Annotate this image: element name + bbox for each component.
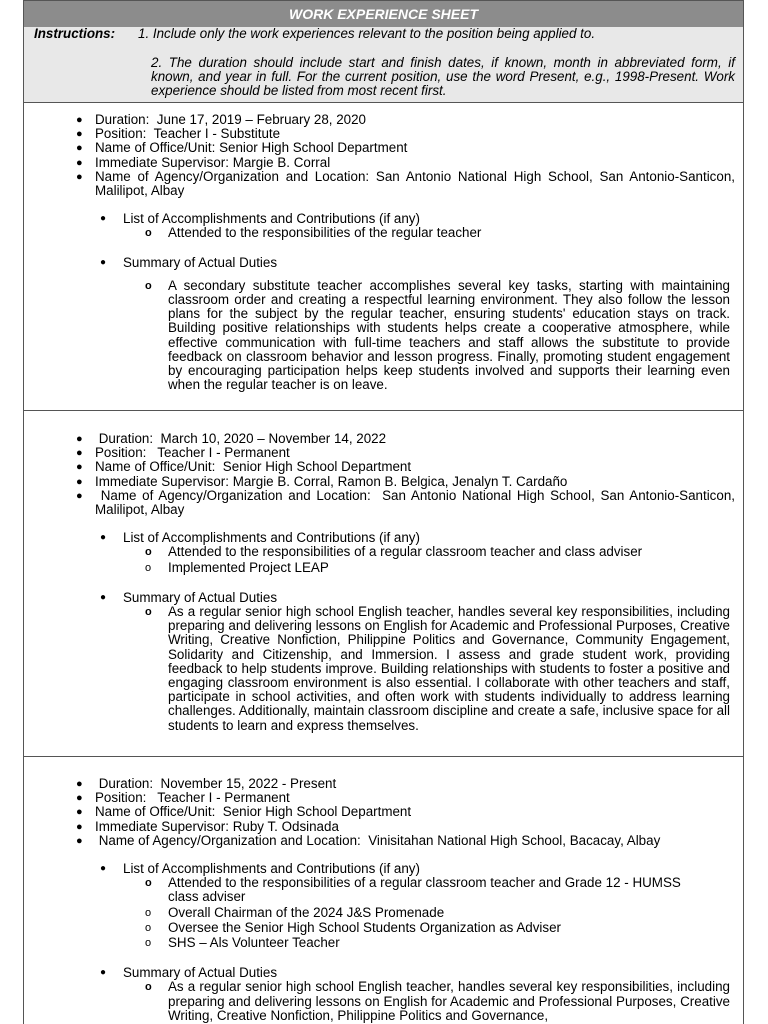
accomplishment-item: o Oversee the Senior High School Students Organization as Adviser <box>145 919 562 935</box>
position-value: Teacher I - Permanent <box>157 790 290 806</box>
duties-text: o As a regular senior high school English teacher, handles several key responsibilities, including preparing and delivering lessons on English for Academic and Professional Purposes, Creative Writing, Creative Nonfiction, Philippine Politics and Governance, Community Engagement, Solidarity and Citizenship, and Immersion. I assess and grade student work, providing feedback to help students improve. Building relationships with students to foster a positive and engaging classroom environment is also essential. I collaborate with other teachers and staff, participate in school activities, and often work with students individually to address learning challenges. Additionally, maintain classroom discipline and create a safe, inclusive space for all students to learn and express themselves. <box>145 604 730 733</box>
duties-text: o As a regular senior high school English teacher, handles several key responsibilities, including preparing and delivering lessons on English for Academic and Professional Purposes, Creative Writing, Creative Nonfiction, Philippine Politics and Governance, <box>145 979 730 1023</box>
office-value: Senior High School Department <box>222 459 412 475</box>
supervisor-value: Margie B. Corral, Ramon B. Belgica, Jenalyn T. Cardaño <box>232 473 568 489</box>
sheet-title: WORK EXPERIENCE SHEET <box>23 0 744 28</box>
duration-value: March 10, 2020 – November 14, 2022 <box>160 431 387 446</box>
supervisor-row: ● Immediate Supervisor: Ruby T. Odsinada <box>76 818 339 834</box>
agency-row: ● Name of Agency/Organization and Location: San Antonio National High School, San Antonio-Santicon, Malilipot, Albay <box>76 168 735 199</box>
office-value: Senior High School Department <box>219 140 408 156</box>
accomplishment-item: o Attended to the responsibilities of a regular classroom teacher and Grade 12 - HUMSS class adviser <box>145 875 681 905</box>
instructions-box <box>23 27 744 103</box>
experience-entry-3 <box>23 757 744 1024</box>
accomplishments-heading: ● List of Accomplishments and Contributions (if any) <box>100 530 420 546</box>
instructions-label: Instructions: <box>34 26 116 41</box>
position-value: Teacher I - Substitute <box>153 126 281 142</box>
duration-value: June 17, 2019 – February 28, 2020 <box>156 112 366 127</box>
agency-row: ● Name of Agency/Organization and Location: Vinisitahan National High School, Bacacay, Albay <box>76 832 661 848</box>
instruction-item-1: 1. Include only the work experiences relevant to the position being applied to. <box>138 26 596 41</box>
position-value: Teacher I - Permanent <box>157 445 290 461</box>
office-row: ● Name of Office/Unit: Senior High School Department <box>76 459 412 475</box>
agency-value: San Antonio National High School, San Antonio-Santicon, Malilipot, Albay <box>95 487 735 518</box>
duration-value: November 15, 2022 - Present <box>160 776 337 791</box>
accomplishment-item: o Attended to the responsibilities of the regular teacher <box>145 225 482 241</box>
duties-heading: ● Summary of Actual Duties <box>100 965 278 981</box>
work-experience-sheet <box>23 0 744 1024</box>
office-row: ● Name of Office/Unit: Senior High School Department <box>76 140 408 156</box>
instruction-item-2: 2. The duration should include start and finish dates, if known, month in abbreviated form, if known, and year in full. For the current position, use the word Present, e.g., 1998-Present. Work experience should be listed from most recent first. <box>151 55 735 99</box>
position-row: ● Position: Teacher I - Permanent <box>76 445 290 461</box>
office-value: Senior High School Department <box>222 804 412 820</box>
duration-row: ● Duration: June 17, 2019 – February 28, 2020 <box>76 112 366 127</box>
accomplishments-heading: ● List of Accomplishments and Contributions (if any) <box>100 861 420 877</box>
agency-value: San Antonio National High School, San Antonio-Santicon, Malilipot, Albay <box>95 168 735 199</box>
accomplishment-item: o Overall Chairman of the 2024 J&S Promenade <box>145 904 445 920</box>
accomplishment-item: o Attended to the responsibilities of a regular classroom teacher and class adviser <box>145 544 643 560</box>
supervisor-row: ● Immediate Supervisor: Margie B. Corral <box>76 154 331 170</box>
accomplishment-item: o Implemented Project LEAP <box>145 559 329 575</box>
experience-entry-2 <box>23 411 744 757</box>
duration-row: ● Duration: March 10, 2020 – November 14, 2022 <box>76 431 387 446</box>
agency-value: Vinisitahan National High School, Bacacay, Albay <box>368 832 661 848</box>
office-row: ● Name of Office/Unit: Senior High School Department <box>76 804 412 820</box>
accomplishment-item: o SHS – Als Volunteer Teacher <box>145 935 340 951</box>
supervisor-value: Margie B. Corral <box>232 154 331 170</box>
accomplishments-heading: ● List of Accomplishments and Contributions (if any) <box>100 211 420 227</box>
agency-row: ● Name of Agency/Organization and Location: San Antonio National High School, San Antonio-Santicon, Malilipot, Albay <box>76 487 735 518</box>
supervisor-value: Ruby T. Odsinada <box>232 818 339 834</box>
position-row: ● Position: Teacher I - Permanent <box>76 790 290 806</box>
experience-entry-1 <box>23 103 744 411</box>
duration-row: ● Duration: November 15, 2022 - Present <box>76 776 337 791</box>
position-row: ● Position: Teacher I - Substitute <box>76 126 281 142</box>
duties-text: o A secondary substitute teacher accomplishes several key tasks, starting with maintaining classroom order and creating a respectful learning environment. They also follow the lesson plans for the subject by the regular teacher, ensuring students' education stays on track. Building positive relationships with students helps create a cooperative atmosphere, while effective communication with full-time teachers and staff allows the substitute to provide feedback on classroom behavior and lesson progress. Finally, promoting student engagement by encouraging participation helps keep students involved and supports their learning even when the regular teacher is on leave. <box>145 277 730 393</box>
duties-heading: ● Summary of Actual Duties <box>100 254 278 270</box>
duties-heading: ● Summary of Actual Duties <box>100 589 278 605</box>
supervisor-row: ● Immediate Supervisor: Margie B. Corral, Ramon B. Belgica, Jenalyn T. Cardaño <box>76 473 568 489</box>
